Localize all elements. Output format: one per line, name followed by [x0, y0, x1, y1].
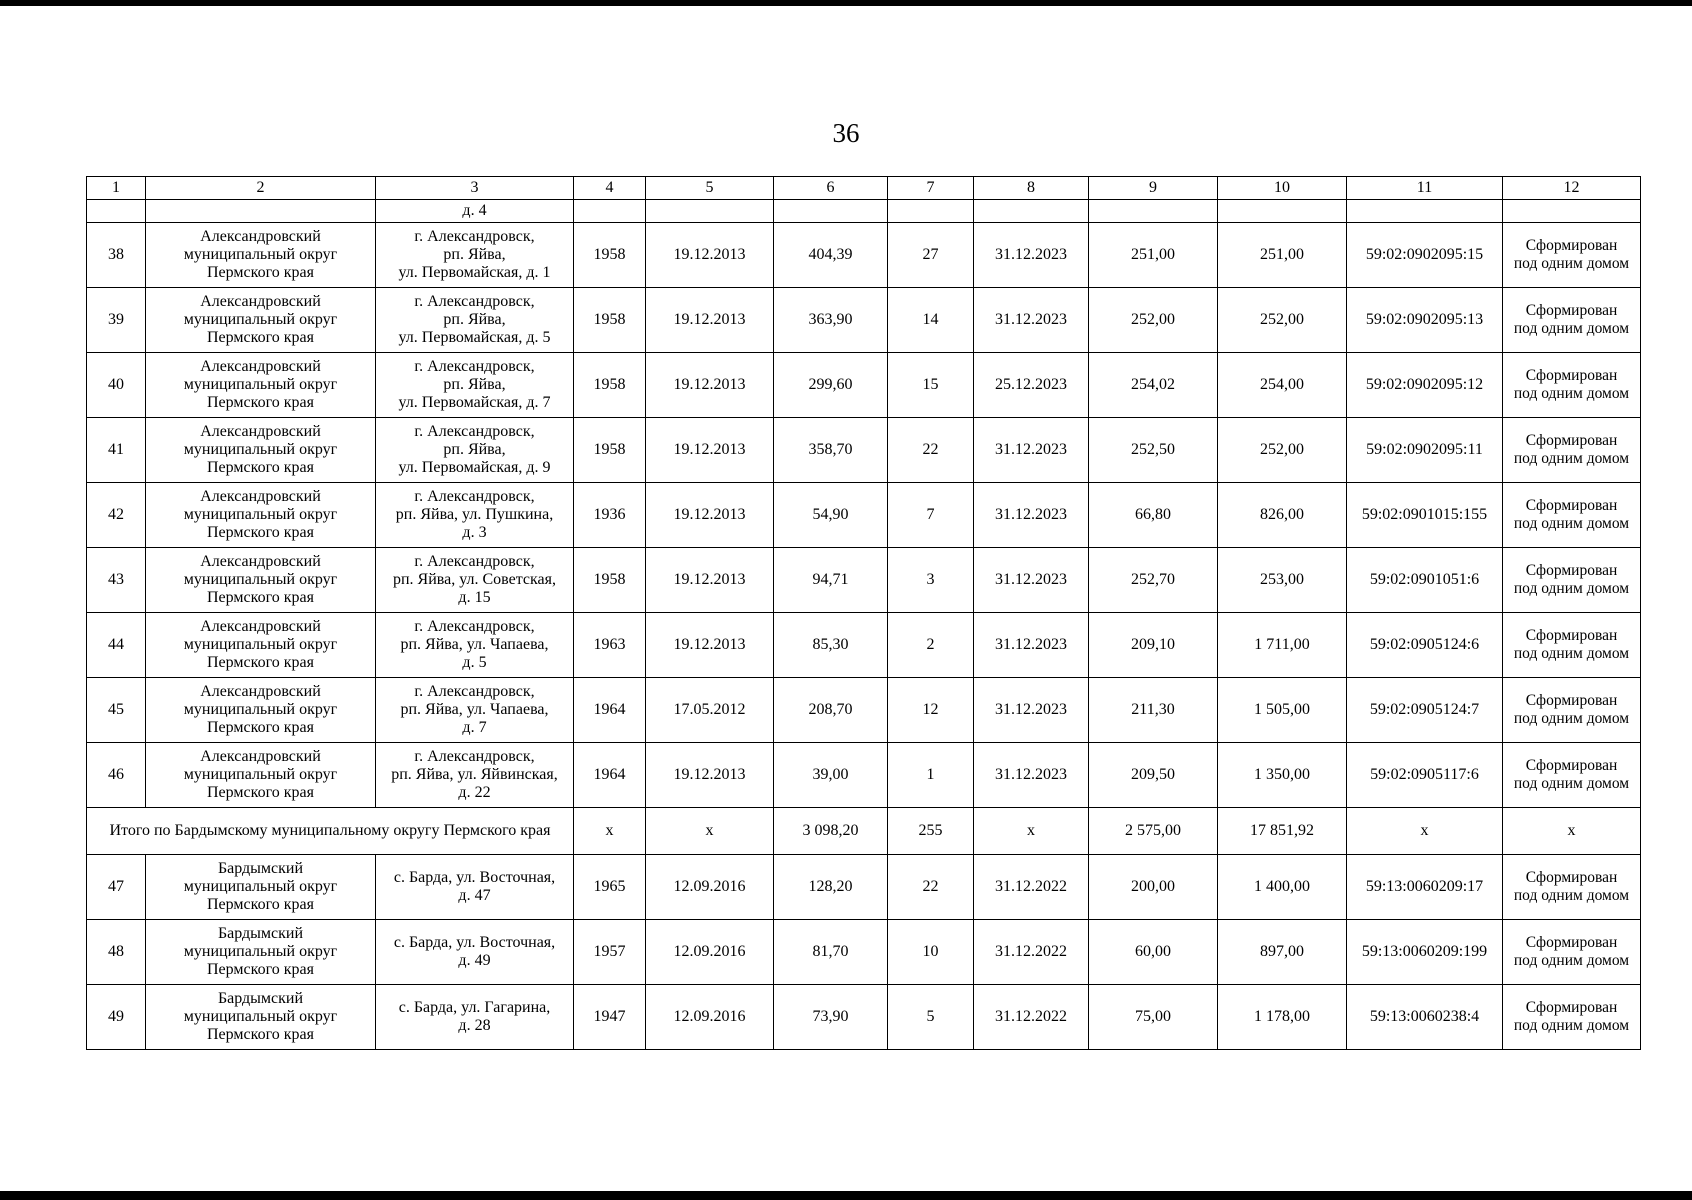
area-cell: 94,71 — [774, 548, 888, 613]
residents-cell: 1 — [888, 743, 974, 808]
total-label-cell: Итого по Бардымскому муниципальному округу Пермского края — [87, 808, 574, 855]
area3-cell: 1 178,00 — [1218, 985, 1347, 1050]
area-cell: 299,60 — [774, 353, 888, 418]
cell-line: Александровский — [200, 293, 321, 310]
row-number-cell: 47 — [87, 855, 146, 920]
residents-cell: 3 — [888, 548, 974, 613]
address-cell — [376, 418, 574, 483]
cell-line: рп. Яйва, ул. Советская, — [392, 571, 557, 588]
row-number-cell: 41 — [87, 418, 146, 483]
year-cell: 1964 — [574, 743, 646, 808]
residents-cell: 14 — [888, 288, 974, 353]
cell-line: рп. Яйва, ул. Чапаева, — [400, 636, 549, 653]
empty-cell — [646, 200, 774, 223]
cell-line: Пермского края — [207, 896, 314, 913]
residents-cell: 27 — [888, 223, 974, 288]
col-number: 1 — [87, 177, 146, 200]
cell-line: д. 3 — [462, 524, 487, 541]
cell-line: д. 49 — [458, 952, 491, 969]
cell-line: Сформирован — [1525, 432, 1618, 449]
residents-cell: 5 — [888, 985, 974, 1050]
cell-line: с. Барда, ул. Восточная, — [393, 934, 556, 951]
area2-cell: 75,00 — [1089, 985, 1218, 1050]
area3-cell: 1 505,00 — [1218, 678, 1347, 743]
planned-date-cell: 31.12.2023 — [974, 548, 1089, 613]
status-cell — [1503, 548, 1641, 613]
area-cell: 81,70 — [774, 920, 888, 985]
area-cell: 208,70 — [774, 678, 888, 743]
col-number: 8 — [974, 177, 1089, 200]
planned-date-cell: 25.12.2023 — [974, 353, 1089, 418]
col-number: 2 — [146, 177, 376, 200]
cell-line: муниципальный округ — [183, 441, 338, 458]
area-cell: 73,90 — [774, 985, 888, 1050]
cell-line: Александровский — [200, 618, 321, 635]
planned-date-cell: 31.12.2022 — [974, 985, 1089, 1050]
total-year-cell: x — [574, 808, 646, 855]
table-row — [87, 288, 1641, 353]
residents-cell: 12 — [888, 678, 974, 743]
address-cell — [376, 678, 574, 743]
cell-line: Александровский — [200, 488, 321, 505]
cell-line: Бардымский — [217, 990, 304, 1007]
date-recognized-cell: 19.12.2013 — [646, 548, 774, 613]
cell-line: муниципальный округ — [183, 701, 338, 718]
cell-line: рп. Яйва, ул. Пушкина, — [395, 506, 554, 523]
cell-line: рп. Яйва, — [443, 246, 506, 263]
cell-line: с. Барда, ул. Восточная, — [393, 869, 556, 886]
address-cell — [376, 920, 574, 985]
table-row — [87, 353, 1641, 418]
area3-cell: 1 711,00 — [1218, 613, 1347, 678]
year-cell: 1958 — [574, 548, 646, 613]
col-number: 5 — [646, 177, 774, 200]
status-cell — [1503, 223, 1641, 288]
residents-cell: 22 — [888, 855, 974, 920]
cell-line: Сформирован — [1525, 302, 1618, 319]
area3-cell: 252,00 — [1218, 288, 1347, 353]
cell-line: рп. Яйва, ул. Чапаева, — [400, 701, 549, 718]
row-number-cell: 39 — [87, 288, 146, 353]
address-cell — [376, 985, 574, 1050]
date-recognized-cell: 17.05.2012 — [646, 678, 774, 743]
cell-line: Сформирован — [1525, 627, 1618, 644]
area2-cell: 66,80 — [1089, 483, 1218, 548]
cell-line: г. Александровск, — [414, 423, 535, 440]
cell-line: д. 22 — [458, 784, 491, 801]
year-cell: 1958 — [574, 223, 646, 288]
cadastre-cell: 59:02:0905124:7 — [1347, 678, 1503, 743]
area-cell: 358,70 — [774, 418, 888, 483]
cell-line: муниципальный округ — [183, 376, 338, 393]
table-row — [87, 483, 1641, 548]
col-number: 10 — [1218, 177, 1347, 200]
date-recognized-cell: 19.12.2013 — [646, 483, 774, 548]
row-number-cell: 48 — [87, 920, 146, 985]
cell-line: муниципальный округ — [183, 246, 338, 263]
cell-line: ул. Первомайская, д. 5 — [398, 329, 551, 346]
cadastre-cell: 59:13:0060209:17 — [1347, 855, 1503, 920]
row-number-cell: 46 — [87, 743, 146, 808]
planned-date-cell: 31.12.2023 — [974, 483, 1089, 548]
cell-line: ул. Первомайская, д. 9 — [398, 459, 551, 476]
col-number: 9 — [1089, 177, 1218, 200]
area2-cell: 60,00 — [1089, 920, 1218, 985]
cell-line: под одним домом — [1513, 952, 1630, 969]
status-cell — [1503, 483, 1641, 548]
area2-cell: 251,00 — [1089, 223, 1218, 288]
cell-line: муниципальный округ — [183, 943, 338, 960]
cell-line: д. 47 — [458, 887, 491, 904]
address-cell — [376, 353, 574, 418]
table-row — [87, 613, 1641, 678]
table-row — [87, 548, 1641, 613]
area2-cell: 252,70 — [1089, 548, 1218, 613]
address-cell — [376, 613, 574, 678]
total-planned-date-cell: x — [974, 808, 1089, 855]
table-row — [87, 678, 1641, 743]
cell-line: Сформирован — [1525, 497, 1618, 514]
cell-line: рп. Яйва, — [443, 441, 506, 458]
housing-registry-table — [86, 176, 1641, 1050]
area2-cell: 209,10 — [1089, 613, 1218, 678]
cell-line: Пермского края — [207, 1026, 314, 1043]
col-number: 6 — [774, 177, 888, 200]
district-cell — [146, 985, 376, 1050]
area3-cell: 897,00 — [1218, 920, 1347, 985]
date-recognized-cell: 12.09.2016 — [646, 920, 774, 985]
row-number-cell: 43 — [87, 548, 146, 613]
cell-line: муниципальный округ — [183, 506, 338, 523]
cell-line: Пермского края — [207, 589, 314, 606]
date-recognized-cell: 12.09.2016 — [646, 855, 774, 920]
table-row — [87, 855, 1641, 920]
area2-cell: 252,50 — [1089, 418, 1218, 483]
cell-line: Сформирован — [1525, 757, 1618, 774]
cell-line: Бардымский — [217, 860, 304, 877]
table-row — [87, 418, 1641, 483]
address-cell — [376, 483, 574, 548]
cell-line: Сформирован — [1525, 367, 1618, 384]
area-cell: 128,20 — [774, 855, 888, 920]
cadastre-cell: 59:02:0905117:6 — [1347, 743, 1503, 808]
cadastre-cell: 59:02:0902095:13 — [1347, 288, 1503, 353]
empty-cell — [888, 200, 974, 223]
district-cell — [146, 223, 376, 288]
empty-cell — [1347, 200, 1503, 223]
cell-line: под одним домом — [1513, 320, 1630, 337]
cell-line: Сформирован — [1525, 999, 1618, 1016]
continuation-row — [87, 200, 1641, 223]
cell-line: муниципальный округ — [183, 766, 338, 783]
cell-line: Бардымский — [217, 925, 304, 942]
residents-cell: 2 — [888, 613, 974, 678]
table-row — [87, 920, 1641, 985]
col-number: 7 — [888, 177, 974, 200]
total-residents-cell: 255 — [888, 808, 974, 855]
year-cell: 1936 — [574, 483, 646, 548]
district-cell — [146, 743, 376, 808]
cell-line: Пермского края — [207, 264, 314, 281]
empty-cell — [974, 200, 1089, 223]
planned-date-cell: 31.12.2023 — [974, 613, 1089, 678]
column-number-row — [87, 177, 1641, 200]
year-cell: 1958 — [574, 353, 646, 418]
cell-line: Сформирован — [1525, 869, 1618, 886]
planned-date-cell: 31.12.2023 — [974, 418, 1089, 483]
col-number: 4 — [574, 177, 646, 200]
empty-cell — [87, 200, 146, 223]
area-cell: 363,90 — [774, 288, 888, 353]
cell-line: Александровский — [200, 748, 321, 765]
col-number: 12 — [1503, 177, 1641, 200]
district-cell — [146, 920, 376, 985]
date-recognized-cell: 19.12.2013 — [646, 613, 774, 678]
area3-cell: 1 350,00 — [1218, 743, 1347, 808]
cell-line: д. 7 — [462, 719, 487, 736]
row-number-cell: 49 — [87, 985, 146, 1050]
cell-line: Александровский — [200, 228, 321, 245]
status-cell — [1503, 613, 1641, 678]
cell-line: Александровский — [200, 423, 321, 440]
status-cell — [1503, 288, 1641, 353]
cell-line: г. Александровск, — [414, 358, 535, 375]
total-row — [87, 808, 1641, 855]
cell-line: Александровский — [200, 358, 321, 375]
cell-line: под одним домом — [1513, 255, 1630, 272]
cell-line: с. Барда, ул. Гагарина, — [398, 999, 551, 1016]
col-number: 3 — [376, 177, 574, 200]
cadastre-cell: 59:02:0902095:15 — [1347, 223, 1503, 288]
cell-line: под одним домом — [1513, 450, 1630, 467]
cell-line: г. Александровск, — [414, 488, 535, 505]
area3-cell: 254,00 — [1218, 353, 1347, 418]
address-cell — [376, 743, 574, 808]
status-cell — [1503, 920, 1641, 985]
area3-cell: 253,00 — [1218, 548, 1347, 613]
empty-cell — [1089, 200, 1218, 223]
cell-line: г. Александровск, — [414, 553, 535, 570]
year-cell: 1957 — [574, 920, 646, 985]
area3-cell: 1 400,00 — [1218, 855, 1347, 920]
cadastre-cell: 59:13:0060238:4 — [1347, 985, 1503, 1050]
cell-line: Александровский — [200, 683, 321, 700]
status-cell — [1503, 855, 1641, 920]
date-recognized-cell: 19.12.2013 — [646, 418, 774, 483]
cell-line: Сформирован — [1525, 562, 1618, 579]
table-row — [87, 743, 1641, 808]
address-cell — [376, 548, 574, 613]
year-cell: 1965 — [574, 855, 646, 920]
cell-line: Пермского края — [207, 654, 314, 671]
cell-line: рп. Яйва, — [443, 311, 506, 328]
area3-cell: 252,00 — [1218, 418, 1347, 483]
row-number-cell: 44 — [87, 613, 146, 678]
empty-cell — [574, 200, 646, 223]
empty-cell — [146, 200, 376, 223]
area-cell: 54,90 — [774, 483, 888, 548]
cell-line: Пермского края — [207, 524, 314, 541]
total-area3-cell: 17 851,92 — [1218, 808, 1347, 855]
cadastre-cell: 59:02:0902095:11 — [1347, 418, 1503, 483]
cell-line: Сформирован — [1525, 237, 1618, 254]
cell-line: под одним домом — [1513, 1017, 1630, 1034]
district-cell — [146, 288, 376, 353]
address-cell — [376, 223, 574, 288]
cell-line: под одним домом — [1513, 645, 1630, 662]
table-row — [87, 985, 1641, 1050]
planned-date-cell: 31.12.2023 — [974, 678, 1089, 743]
cell-line: под одним домом — [1513, 385, 1630, 402]
cell-line: г. Александровск, — [414, 228, 535, 245]
area3-cell: 826,00 — [1218, 483, 1347, 548]
district-cell — [146, 855, 376, 920]
status-cell — [1503, 743, 1641, 808]
cell-line: муниципальный округ — [183, 878, 338, 895]
district-cell — [146, 483, 376, 548]
year-cell: 1964 — [574, 678, 646, 743]
empty-cell — [1218, 200, 1347, 223]
district-cell — [146, 613, 376, 678]
area2-cell: 252,00 — [1089, 288, 1218, 353]
planned-date-cell: 31.12.2023 — [974, 288, 1089, 353]
empty-cell — [1503, 200, 1641, 223]
cadastre-cell: 59:02:0901051:6 — [1347, 548, 1503, 613]
cell-line: рп. Яйва, — [443, 376, 506, 393]
empty-cell — [774, 200, 888, 223]
address-cell — [376, 855, 574, 920]
cell-line: г. Александровск, — [414, 293, 535, 310]
area2-cell: 254,02 — [1089, 353, 1218, 418]
residents-cell: 10 — [888, 920, 974, 985]
total-status-cell: x — [1503, 808, 1641, 855]
cell-line: ул. Первомайская, д. 7 — [398, 394, 551, 411]
cell-line: муниципальный округ — [183, 571, 338, 588]
cell-line: Пермского края — [207, 459, 314, 476]
scan-bottom-border — [0, 1191, 1692, 1200]
cell-line: д. 5 — [462, 654, 487, 671]
year-cell: 1947 — [574, 985, 646, 1050]
cell-line: Пермского края — [207, 329, 314, 346]
cadastre-cell: 59:02:0901015:155 — [1347, 483, 1503, 548]
area-cell: 404,39 — [774, 223, 888, 288]
total-area-cell: 3 098,20 — [774, 808, 888, 855]
table-row — [87, 223, 1641, 288]
area2-cell: 211,30 — [1089, 678, 1218, 743]
cell-line: под одним домом — [1513, 580, 1630, 597]
address-cell — [376, 288, 574, 353]
date-recognized-cell: 19.12.2013 — [646, 288, 774, 353]
cell-line: Пермского края — [207, 784, 314, 801]
cell-line: под одним домом — [1513, 775, 1630, 792]
planned-date-cell: 31.12.2022 — [974, 855, 1089, 920]
total-date-recognized-cell: x — [646, 808, 774, 855]
year-cell: 1958 — [574, 418, 646, 483]
cell-line: Пермского края — [207, 394, 314, 411]
cell-line: д. 15 — [458, 589, 491, 606]
row-number-cell: 45 — [87, 678, 146, 743]
date-recognized-cell: 12.09.2016 — [646, 985, 774, 1050]
cell-line: муниципальный округ — [183, 636, 338, 653]
status-cell — [1503, 418, 1641, 483]
cell-line: рп. Яйва, ул. Яйвинская, — [391, 766, 558, 783]
cadastre-cell: 59:13:0060209:199 — [1347, 920, 1503, 985]
district-cell — [146, 353, 376, 418]
cell-line: муниципальный округ — [183, 1008, 338, 1025]
page-number: 36 — [832, 118, 860, 148]
cadastre-cell: 59:02:0905124:6 — [1347, 613, 1503, 678]
residents-cell: 7 — [888, 483, 974, 548]
cell-line: Пермского края — [207, 719, 314, 736]
cell-line: г. Александровск, — [414, 683, 535, 700]
district-cell — [146, 548, 376, 613]
year-cell: 1963 — [574, 613, 646, 678]
residents-cell: 15 — [888, 353, 974, 418]
col-number: 11 — [1347, 177, 1503, 200]
cell-line: под одним домом — [1513, 710, 1630, 727]
cell-line: под одним домом — [1513, 515, 1630, 532]
area-cell: 39,00 — [774, 743, 888, 808]
row-number-cell: 40 — [87, 353, 146, 418]
row-number-cell: 42 — [87, 483, 146, 548]
district-cell — [146, 418, 376, 483]
year-cell: 1958 — [574, 288, 646, 353]
planned-date-cell: 31.12.2023 — [974, 223, 1089, 288]
cell-line: Александровский — [200, 553, 321, 570]
cell-line: муниципальный округ — [183, 311, 338, 328]
cell-line: Сформирован — [1525, 934, 1618, 951]
district-cell — [146, 678, 376, 743]
cell-line: под одним домом — [1513, 887, 1630, 904]
status-cell — [1503, 985, 1641, 1050]
status-cell — [1503, 678, 1641, 743]
cell-line: г. Александровск, — [414, 748, 535, 765]
cell-line: Пермского края — [207, 961, 314, 978]
planned-date-cell: 31.12.2022 — [974, 920, 1089, 985]
date-recognized-cell: 19.12.2013 — [646, 223, 774, 288]
row-number-cell: 38 — [87, 223, 146, 288]
cell-line: д. 28 — [458, 1017, 491, 1034]
address-cell: д. 4 — [376, 200, 574, 223]
cadastre-cell: 59:02:0902095:12 — [1347, 353, 1503, 418]
scan-top-border — [0, 0, 1692, 6]
date-recognized-cell: 19.12.2013 — [646, 353, 774, 418]
status-cell — [1503, 353, 1641, 418]
area2-cell: 200,00 — [1089, 855, 1218, 920]
date-recognized-cell: 19.12.2013 — [646, 743, 774, 808]
cell-line: Сформирован — [1525, 692, 1618, 709]
total-cadastre-cell: x — [1347, 808, 1503, 855]
table-body — [87, 177, 1641, 1050]
cell-line: г. Александровск, — [414, 618, 535, 635]
planned-date-cell: 31.12.2023 — [974, 743, 1089, 808]
residents-cell: 22 — [888, 418, 974, 483]
area3-cell: 251,00 — [1218, 223, 1347, 288]
area2-cell: 209,50 — [1089, 743, 1218, 808]
area-cell: 85,30 — [774, 613, 888, 678]
total-area2-cell: 2 575,00 — [1089, 808, 1218, 855]
cell-line: ул. Первомайская, д. 1 — [398, 264, 551, 281]
